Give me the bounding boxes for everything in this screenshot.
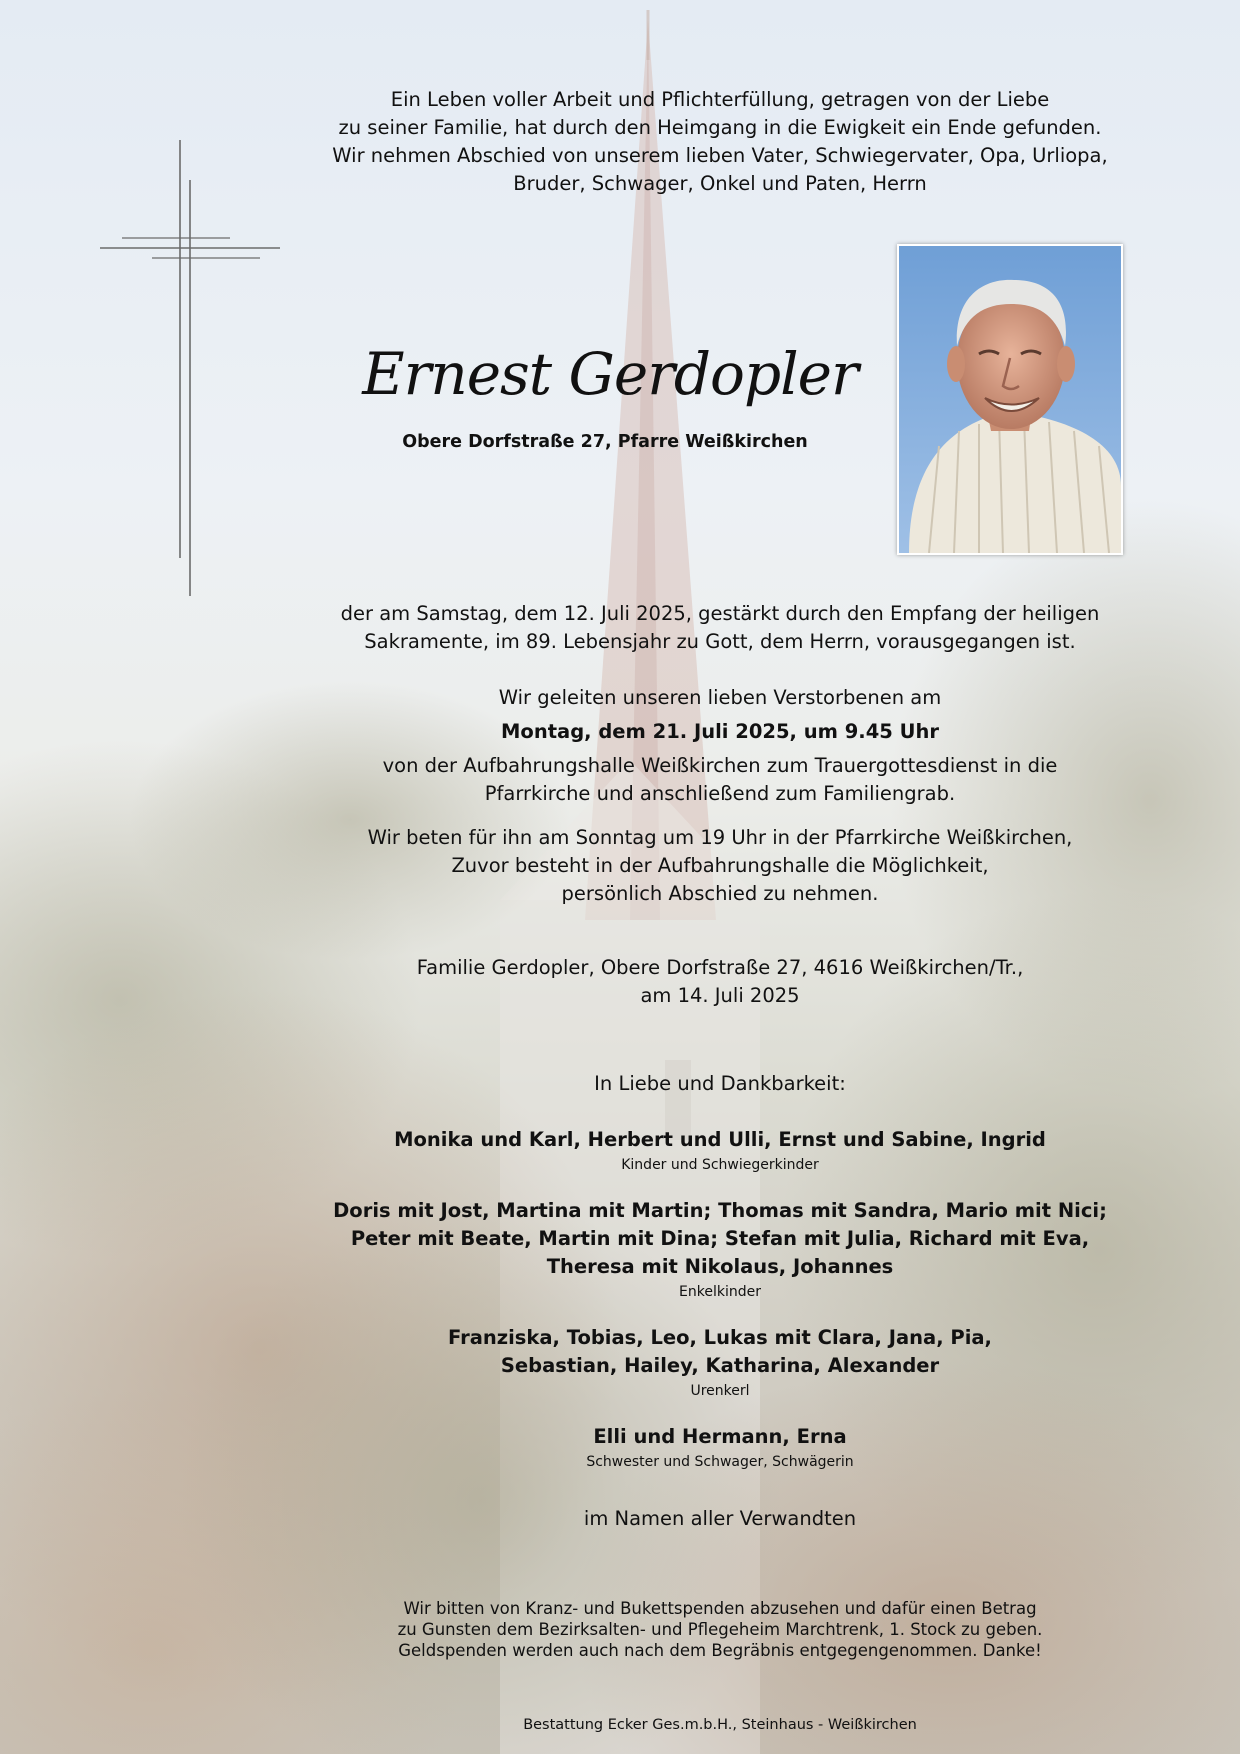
portrait-photo [897, 244, 1123, 555]
relatives-names: Franziska, Tobias, Leo, Lukas mit Clara, Jana, Pia, [448, 1326, 992, 1349]
funeral-route-line: Pfarrkirche und anschließend zum Familiengrab. [484, 782, 956, 805]
family-address-line: am 14. Juli 2025 [640, 984, 800, 1007]
relatives-group [300, 1423, 1140, 1472]
relatives-names: Elli und Hermann, Erna [593, 1425, 847, 1448]
intro-line: Wir nehmen Abschied von unserem lieben Vater, Schwiegervater, Opa, Urliopa, [332, 144, 1108, 167]
relatives-names: Monika und Karl, Herbert und Ulli, Ernst und Sabine, Ingrid [394, 1128, 1046, 1151]
death-notice-line: der am Samstag, dem 12. Juli 2025, gestärkt durch den Empfang der heiligen [340, 602, 1100, 625]
donation-request [300, 1598, 1140, 1661]
relatives-group [300, 1126, 1140, 1175]
gratitude-heading: In Liebe und Dankbarkeit: [594, 1072, 846, 1095]
portrait-image [899, 246, 1121, 553]
deceased-name: Ernest Gerdopler [362, 340, 858, 408]
prayer-line: Wir beten für ihn am Sonntag um 19 Uhr in der Pfarrkirche Weißkirchen, [367, 826, 1073, 849]
donation-line: Wir bitten von Kranz- und Bukettspenden abzusehen und dafür einen Betrag [403, 1599, 1037, 1618]
on-behalf-text: im Namen aller Verwandten [583, 1507, 857, 1530]
deceased-address: Obere Dorfstraße 27, Pfarre Weißkirchen [402, 432, 808, 452]
funeral-intro: Wir geleiten unseren lieben Verstorbenen am [498, 686, 942, 709]
prayer-line: Zuvor besteht in der Aufbahrungshalle die Möglichkeit, [451, 854, 989, 877]
family-address [300, 954, 1140, 1010]
prayer-line: persönlich Abschied zu nehmen. [561, 882, 879, 905]
family-address-line: Familie Gerdopler, Obere Dorfstraße 27, 4616 Weißkirchen/Tr., [416, 956, 1024, 979]
death-notice-line: Sakramente, im 89. Lebensjahr zu Gott, dem Herrn, vorausgegangen ist. [364, 630, 1076, 653]
relatives-label: Enkelkinder [679, 1284, 761, 1300]
intro-line: Bruder, Schwager, Onkel und Paten, Herrn [513, 172, 927, 195]
cross-icon [100, 140, 285, 600]
relatives-label: Kinder und Schwiegerkinder [621, 1157, 819, 1173]
relatives-names: Sebastian, Hailey, Katharina, Alexander [500, 1354, 940, 1377]
relatives-names: Doris mit Jost, Martina mit Martin; Thomas mit Sandra, Mario mit Nici; [333, 1199, 1107, 1222]
funeral-date: Montag, dem 21. Juli 2025, um 9.45 Uhr [501, 720, 939, 743]
relatives-label: Schwester und Schwager, Schwägerin [586, 1454, 854, 1470]
donation-line: Geldspenden werden auch nach dem Begräbnis entgegengenommen. Danke! [398, 1641, 1042, 1660]
donation-line: zu Gunsten dem Bezirksalten- und Pflegeheim Marchtrenk, 1. Stock zu geben. [397, 1620, 1043, 1639]
funeral-route-line: von der Aufbahrungshalle Weißkirchen zum Trauergottesdienst in die [382, 754, 1058, 777]
intro-line: Ein Leben voller Arbeit und Pflichterfüllung, getragen von der Liebe [390, 88, 1050, 111]
prayer-info [300, 824, 1140, 908]
relatives-names: Peter mit Beate, Martin mit Dina; Stefan mit Julia, Richard mit Eva, [350, 1227, 1090, 1250]
funeral-info [300, 684, 1140, 808]
death-notice [300, 600, 1140, 656]
intro-text [300, 86, 1140, 198]
funeral-home-footer: Bestattung Ecker Ges.m.b.H., Steinhaus - Weißkirchen [523, 1717, 917, 1733]
relatives-names: Theresa mit Nikolaus, Johannes [546, 1255, 894, 1278]
relatives-group [300, 1324, 1140, 1401]
relatives-label: Urenkerl [690, 1383, 750, 1399]
intro-line: zu seiner Familie, hat durch den Heimgang in die Ewigkeit ein Ende gefunden. [338, 116, 1102, 139]
relatives-group [300, 1197, 1140, 1302]
